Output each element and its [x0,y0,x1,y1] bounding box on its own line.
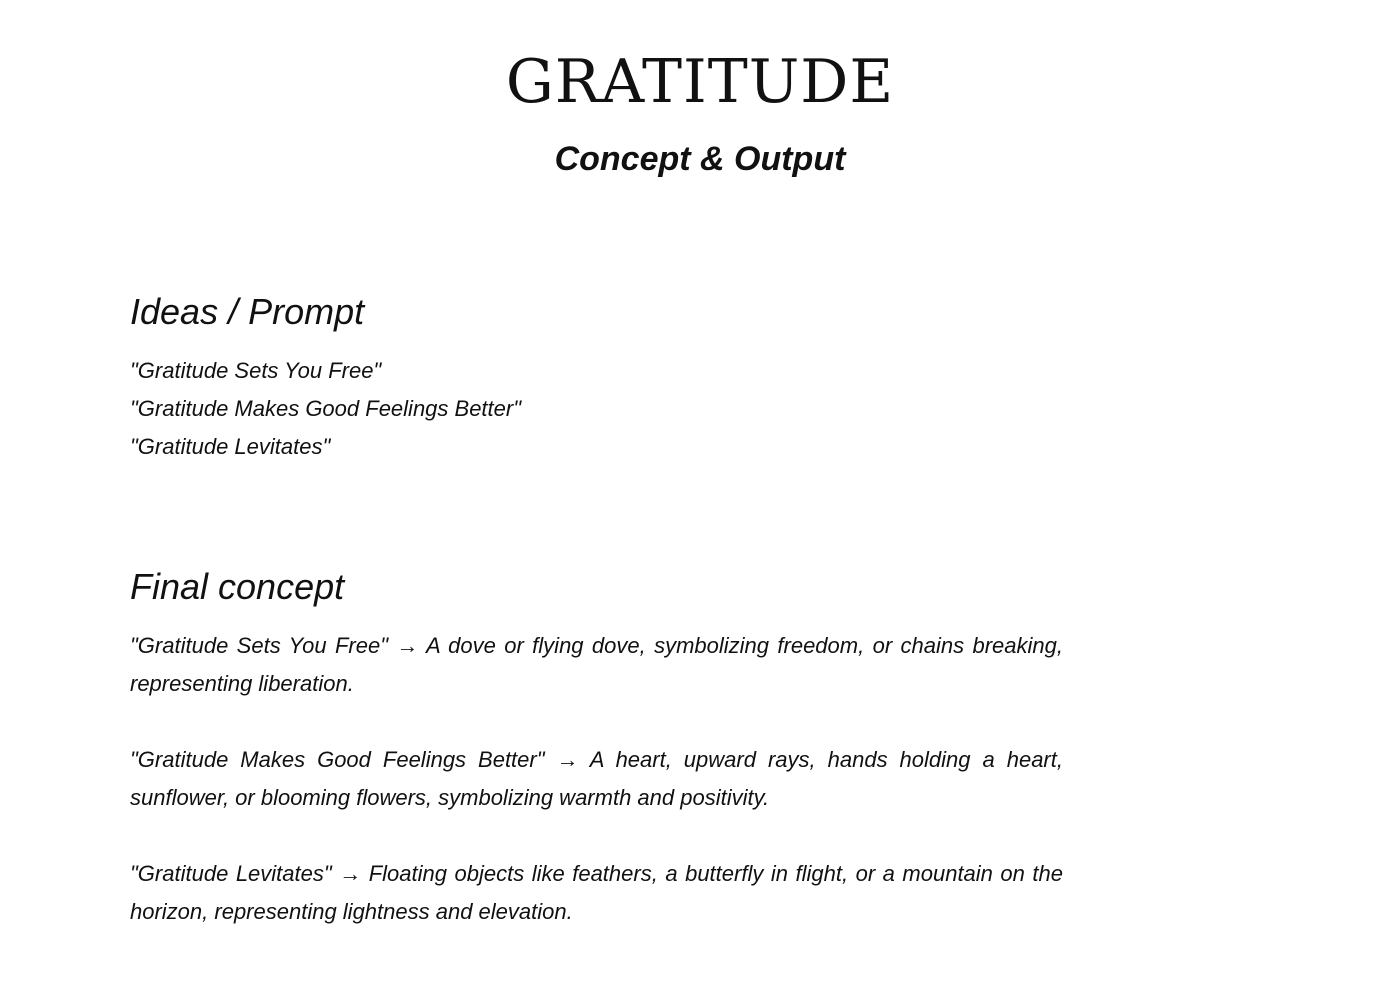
page-subtitle: Concept & Output [554,140,846,178]
idea-item: "Gratitude Levitates" [130,434,331,459]
concept-paragraph: "Gratitude Levitates" → Floating objects like feathers, a butterfly in flight, or a mountain on the horizon, representing lightness and elevation. [130,861,1063,924]
ideas-heading: Ideas / Prompt [130,291,365,332]
idea-item: "Gratitude Sets You Free" [130,358,382,383]
final-concept-heading: Final concept [130,566,345,607]
concept-paragraph: "Gratitude Makes Good Feelings Better" → A heart, upward rays, hands holding a heart, sunflower, or blooming flowers, symbolizing warmth and positivity. [130,747,1063,810]
page-title: GRATITUDE [505,47,895,117]
idea-item: "Gratitude Makes Good Feelings Better" [130,396,522,421]
ideas-section [130,288,1063,466]
concept-paragraph: "Gratitude Sets You Free" → A dove or flying dove, symbolizing freedom, or chains breaking, representing liberation. [130,633,1063,696]
final-concept-section [130,563,1063,969]
